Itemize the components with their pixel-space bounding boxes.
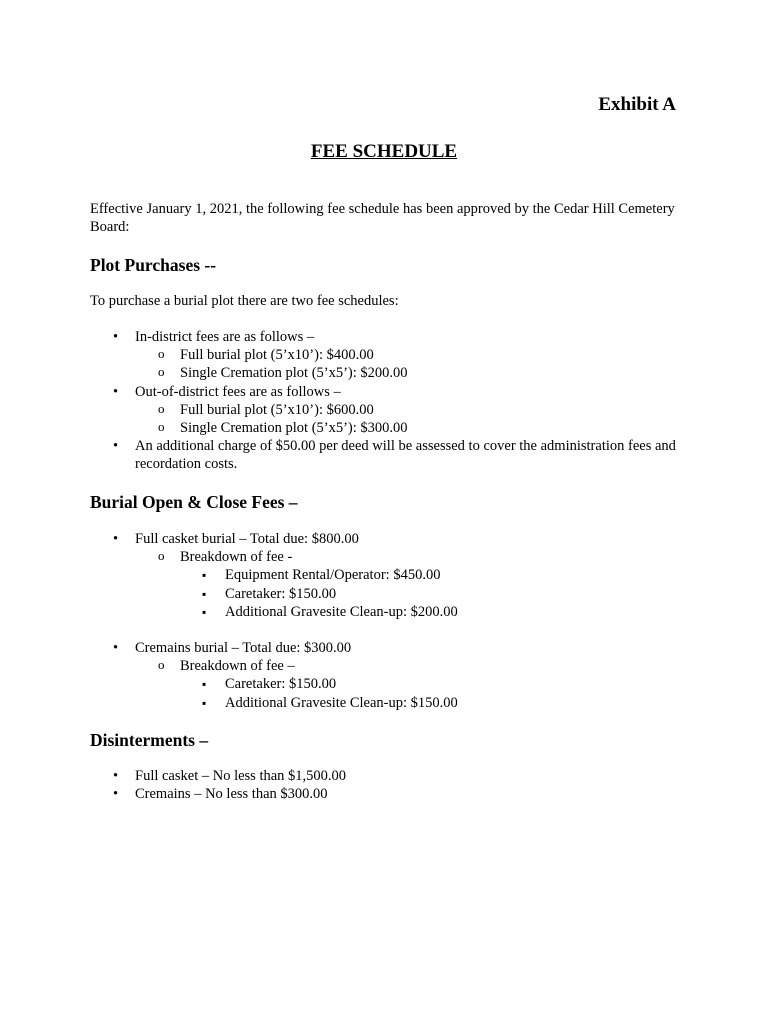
out-district-item: • Out-of-district fees are as follows – (90, 383, 676, 401)
burial-fees-list (90, 530, 676, 712)
additional-charge-item: • An additional charge of $50.00 per deed will be assessed to cover the administration fees and recordation costs. (90, 437, 676, 473)
casket-caretaker-fee: ▪ Caretaker: $150.00 (90, 585, 676, 603)
casket-cleanup-fee: ▪ Additional Gravesite Clean-up: $200.00 (90, 603, 676, 621)
cremains-burial-item: • Cremains burial – Total due: $300.00 (90, 639, 676, 657)
page-title: FEE SCHEDULE (310, 141, 458, 162)
out-district-full-plot: o Full burial plot (5’x10’): $600.00 (90, 401, 676, 419)
plot-purchases-intro: To purchase a burial plot there are two fee schedules: (90, 293, 399, 309)
casket-breakdown-label: o Breakdown of fee - (90, 548, 676, 566)
cremains-cleanup-fee: ▪ Additional Gravesite Clean-up: $150.00 (90, 694, 676, 712)
list-spacer (90, 621, 676, 639)
in-district-full-plot: o Full burial plot (5’x10’): $400.00 (90, 346, 676, 364)
burial-fees-heading: Burial Open & Close Fees – (90, 492, 298, 512)
disinterments-list (90, 767, 676, 803)
casket-equipment-fee: ▪ Equipment Rental/Operator: $450.00 (90, 566, 676, 584)
plot-purchases-list (90, 328, 676, 474)
in-district-cremation-plot: o Single Cremation plot (5’x5’): $200.00 (90, 364, 676, 382)
intro-paragraph: Effective January 1, 2021, the following fee schedule has been approved by the Cedar Hill Cemetery Board: (90, 201, 675, 235)
disinter-cremains-item: • Cremains – No less than $300.00 (90, 785, 676, 803)
plot-purchases-heading: Plot Purchases -- (90, 255, 217, 275)
disinter-casket-item: • Full casket – No less than $1,500.00 (90, 767, 676, 785)
out-district-cremation-plot: o Single Cremation plot (5’x5’): $300.00 (90, 419, 676, 437)
exhibit-label: Exhibit A (598, 94, 676, 115)
in-district-item: • In-district fees are as follows – (90, 328, 676, 346)
disinterments-heading: Disinterments – (90, 730, 209, 750)
cremains-breakdown-label: o Breakdown of fee – (90, 657, 676, 675)
cremains-caretaker-fee: ▪ Caretaker: $150.00 (90, 675, 676, 693)
casket-burial-item: • Full casket burial – Total due: $800.00 (90, 530, 676, 548)
